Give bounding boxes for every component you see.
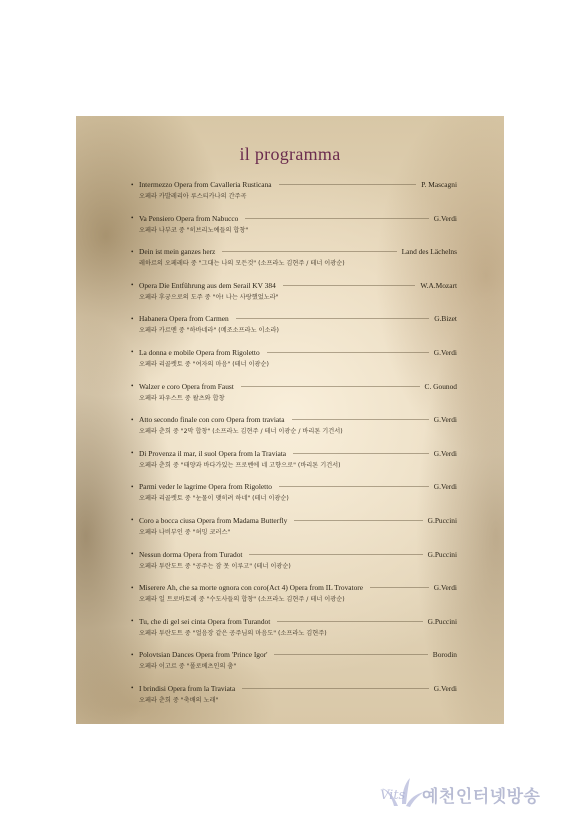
program-item-composer: G.Verdi — [433, 415, 457, 425]
bullet-icon: • — [131, 583, 134, 592]
leader-line — [292, 419, 429, 420]
leader-line — [245, 218, 428, 219]
program-list — [131, 178, 457, 716]
program-item-header — [131, 178, 457, 191]
program-item-title: Opera Die Entführung aus dem Serail KV 384 — [139, 280, 276, 290]
watermark — [340, 766, 576, 814]
bullet-icon: • — [131, 482, 134, 491]
program-item-subtitle: 레하르의 오페레타 중 "그대는 나의 모든것" (소프라노 김현주 / 테너 이광순) — [139, 260, 345, 268]
bullet-icon: • — [131, 684, 134, 693]
program-item-title: Dein ist mein ganzes herz — [139, 247, 216, 257]
bullet-icon: • — [131, 550, 134, 559]
bullet-icon: • — [131, 382, 134, 391]
program-item-composer: G.Puccini — [427, 549, 457, 559]
program-item-composer: C. Gounod — [424, 381, 457, 391]
program-item — [131, 480, 457, 514]
program-item-subtitle: 오페라 리골렛토 중 "눈물이 맺히려 하네" (테너 이광순) — [139, 495, 289, 503]
program-item-title: Va Pensiero Opera from Nabucco — [139, 213, 239, 223]
program-item-subtitle: 오페라 후궁으로의 도주 중 "아! 나는 사랑했었노라" — [139, 293, 279, 301]
leader-line — [267, 352, 429, 353]
program-item-subtitle: 오페라 리골렛토 중 "여자의 마음" (테너 이광순) — [139, 360, 269, 368]
program-item-title: I brindisi Opera from la Traviata — [139, 683, 236, 693]
program-item-composer: G.Verdi — [433, 683, 457, 693]
leader-line — [294, 520, 422, 521]
program-item-title: Tu, che di gel sei cinta Opera from Turandot — [139, 616, 271, 626]
program-item-subtitle: 오페라 카르멘 중 "하바네라" (메조소프라노 이소라) — [139, 327, 279, 335]
program-item-title: Miserere Ah, che sa morte ognora con coro(Act 4) Opera from IL Trovatore — [139, 583, 364, 593]
leader-line — [277, 621, 422, 622]
leader-line — [249, 554, 422, 555]
bullet-icon: • — [131, 281, 134, 290]
program-item-subtitle: 오페라 투란도트 중 "공주는 잠 못 이루고" (테너 이광순) — [139, 562, 291, 570]
program-item — [131, 648, 457, 682]
bullet-icon: • — [131, 180, 134, 189]
program-item — [131, 178, 457, 212]
program-item — [131, 514, 457, 548]
bullet-icon: • — [131, 314, 134, 323]
program-item — [131, 279, 457, 313]
program-item-title: Walzer e coro Opera from Faust — [139, 381, 234, 391]
leader-line — [274, 654, 427, 655]
program-item-composer: Borodin — [432, 650, 457, 660]
program-item — [131, 548, 457, 582]
program-item — [131, 413, 457, 447]
program-item-composer: Land des Lächelns — [401, 247, 457, 257]
program-item-composer: G.Verdi — [433, 482, 457, 492]
leader-line — [293, 453, 429, 454]
program-item-subtitle: 오페라 춘희 중 "축배의 노래" — [139, 696, 219, 704]
leader-line — [283, 285, 416, 286]
program-item-header — [131, 447, 457, 460]
program-item-composer: G.Verdi — [433, 583, 457, 593]
program-item — [131, 380, 457, 414]
watermark-text: 예천인터넷방송 — [422, 787, 541, 807]
program-item — [131, 447, 457, 481]
program-item-header — [131, 514, 457, 527]
program-item-header — [131, 682, 457, 695]
program-item — [131, 682, 457, 716]
bullet-icon: • — [131, 650, 134, 659]
bullet-icon: • — [131, 214, 134, 223]
bullet-icon: • — [131, 617, 134, 626]
program-item-subtitle: 오페라 카발레리아 루스티카나의 간주곡 — [139, 193, 247, 200]
program-item — [131, 581, 457, 615]
program-item-composer: G.Verdi — [433, 213, 457, 223]
program-item-subtitle: 오페라 춘희 중 "태양과 바다가있는 프로벤에 네 고향으로" (바리톤 기건서) — [139, 461, 341, 469]
program-item-title: Intermezzo Opera from Cavalleria Rusticana — [139, 180, 272, 189]
leader-line — [370, 587, 429, 588]
page-title: il programma — [239, 144, 341, 164]
program-item-header — [131, 648, 457, 661]
leader-line — [222, 251, 396, 252]
program-item-title: Nessun dorma Opera from Turadot — [139, 549, 243, 559]
program-item-composer: W.A.Mozart — [420, 280, 457, 290]
program-item-header — [131, 380, 457, 393]
program-item-header — [131, 312, 457, 325]
program-item-header — [131, 480, 457, 493]
bullet-icon: • — [131, 449, 134, 458]
program-item-header — [131, 413, 457, 426]
program-item-header — [131, 548, 457, 561]
program-item-subtitle: 오페라 춘희 중 "2막 합창" (소프라노 김현주 / 테너 이광순 / 바리톤 기건서) — [139, 428, 343, 436]
leader-line — [236, 318, 430, 319]
program-item-composer: G.Verdi — [433, 448, 457, 458]
program-item-header — [131, 279, 457, 292]
program-item — [131, 312, 457, 346]
program-item-title: Atto secondo finale con coro Opera from traviata — [139, 415, 285, 425]
program-item — [131, 615, 457, 649]
program-item-header — [131, 615, 457, 628]
program-item-header — [131, 346, 457, 359]
leader-line — [241, 386, 420, 387]
program-item-header — [131, 212, 457, 225]
program-item-title: La donna e mobile Opera from Rigoletto — [139, 347, 260, 357]
leader-line — [279, 486, 429, 487]
program-item-header — [131, 245, 457, 258]
program-page — [76, 116, 504, 724]
watermark-logo-text: Vits — [380, 788, 406, 803]
program-item-subtitle: 오페라 나부코 중 "히브리노예들의 합창" — [139, 226, 249, 234]
program-item-header — [131, 581, 457, 594]
leader-line — [242, 688, 429, 689]
program-item-subtitle: 오페라 나비부인 중 "허밍 코러스" — [139, 528, 231, 536]
program-item — [131, 245, 457, 279]
program-item-composer: G.Puccini — [427, 616, 457, 626]
program-item-title: Coro a bocca ciusa Opera from Madama Butterfly — [139, 515, 288, 525]
program-item-title: Polovtsian Dances Opera from 'Prince Igor' — [139, 650, 268, 660]
program-item-composer: P. Mascagni — [421, 180, 457, 189]
program-item-composer: G.Bizet — [434, 314, 457, 324]
program-item-title: Habanera Opera from Carmen — [139, 314, 229, 324]
bullet-icon: • — [131, 247, 134, 256]
program-item-composer: G.Verdi — [433, 347, 457, 357]
program-item — [131, 212, 457, 246]
program-item-subtitle: 오페라 일 트로바토레 중 "수도사들의 합창" (소프라노 김현주 / 테너 이광순) — [139, 596, 345, 604]
program-item-subtitle: 오페라 투란도트 중 "얼음장 같은 공주님의 마음도" (소프라노 김현주) — [139, 629, 327, 637]
program-item-subtitle: 오페라 파우스트 중 왈츠와 합창 — [139, 394, 225, 402]
bullet-icon: • — [131, 516, 134, 525]
program-item-title: Parmi veder le lagrime Opera from Rigoletto — [139, 482, 272, 492]
bullet-icon: • — [131, 348, 134, 357]
bullet-icon: • — [131, 415, 134, 424]
program-item-subtitle: 오페라 이고르 중 "폴로베츠인의 춤" — [139, 663, 237, 671]
program-item-composer: G.Puccini — [427, 515, 457, 525]
leader-line — [279, 184, 417, 185]
program-item-title: Di Provenza il mar, il suol Opera from la Traviata — [139, 448, 287, 458]
program-item — [131, 346, 457, 380]
